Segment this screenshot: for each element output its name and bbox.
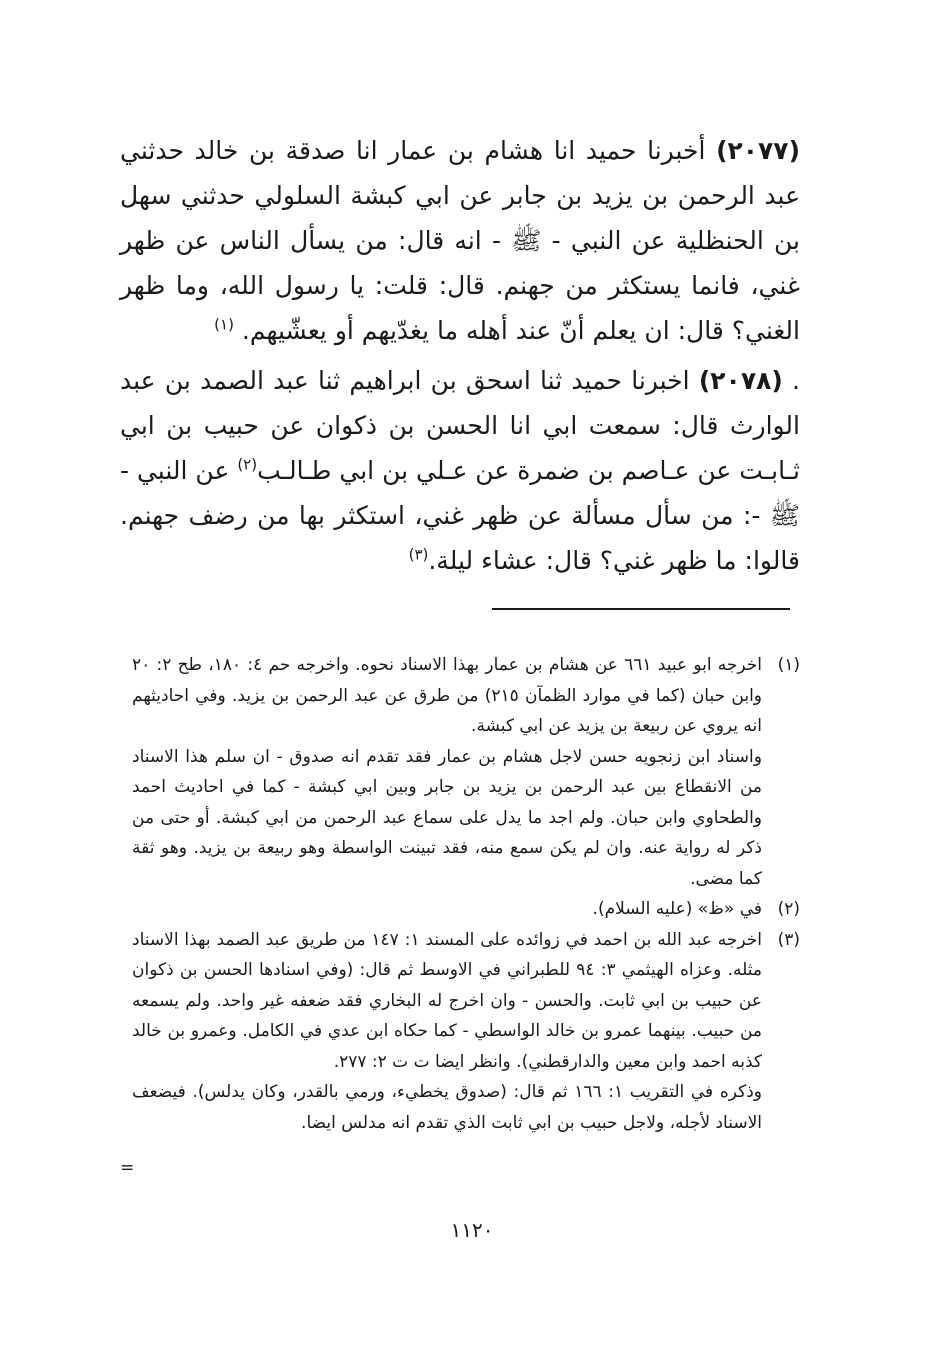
hadith-prefix-dot: . xyxy=(792,366,800,395)
footnote-reference: (١) xyxy=(214,315,234,334)
footnote-body xyxy=(132,925,762,1139)
footnote-3 xyxy=(132,925,800,1139)
hadith-text: أخبرنا حميد انا هشام بن عمار انا صدقة بن خالد حدثني عبد الرحمن بن يزيد بن جابر عن ابي كبشة السلولي حدثني سهل بن الحنظلية عن النبي - ﷺ - انه قال: من يسأل الناس عن ظهر غني، فانما يستكثر من جهنم. قال: قلت: يا رسول الله، وما ظهر الغني؟ قال: ان يعلم أنّ عند أهله ما يغدّيهم أو يعشّيهم. xyxy=(120,136,800,345)
footnote-1 xyxy=(132,650,800,894)
hadith-text: اخبرنا حميد ثنا اسحق بن ابراهيم ثنا عبد الصمد بن عبد الوارث قال: سمعت ابي انا الحسن بن ذكوان عن حبيب بن ابي ثـابـت عن عـاصم بن ضمرة عن عـلي بن ابي طـالـب xyxy=(120,366,800,485)
footnote-paragraph: في «ظ» (عليه السلام). xyxy=(592,899,762,919)
hadith-text: عن النبي - ﷺ -: من سأل مسألة عن ظهر غني، استكثر بها من رضف جهنم. قالوا: ما ظهر غني؟ قال: عشاء ليلة. xyxy=(120,456,800,575)
hadith-2077 xyxy=(120,128,800,353)
footnote-reference: (٢) xyxy=(237,455,258,474)
footnote-marker: (١) xyxy=(777,655,800,675)
footnote-body xyxy=(132,650,762,894)
hadith-number: (٢٠٧٧) xyxy=(716,136,800,165)
footnote-paragraph: اخرجه عبد الله بن احمد في زوائده على المسند ١: ١٤٧ من طريق عبد الصمد بهذا الاسناد مثله. وعزاه الهيثمي ٣: ٩٤ للطبراني في الاوسط ثم قال: (وفي اسنادها الحسن بن ذكوان عن حبيب بن ابي ثابت. والحسن - وان اخرج له البخاري فقد ضعفه غير واحد. ولم يسمعه من حبيب. بينهما عمرو بن خالد الواسطي - كما حكاه ابن عدي في الكامل. وعمرو بن خالد كذبه احمد وابن معين والدارقطني). وانظر ايضا ت ت ٢: ٢٧٧. xyxy=(132,929,763,1072)
continuation-mark: = xyxy=(120,1158,135,1178)
footnote-marker: (٢) xyxy=(777,899,800,919)
hadith-number: (٢٠٧٨) xyxy=(698,366,783,395)
footnote-marker: (٣) xyxy=(777,929,800,950)
page-number: ١١٢٠ xyxy=(450,1218,494,1242)
footnote-body xyxy=(132,894,762,925)
footnote-divider xyxy=(492,608,790,610)
footnote-2 xyxy=(132,894,800,925)
footnote-paragraph: وذكره في التقريب ١: ١٦٦ ثم قال: (صدوق يخطيء، ورمي بالقدر، وكان يدلس). فيضعف الاسناد لأجله، ولاجل حبيب بن ابي ثابت الذي تقدم انه مدلس ايضا. xyxy=(132,1082,762,1133)
hadith-2078 xyxy=(120,358,800,583)
footnote-reference: (٣) xyxy=(408,545,429,564)
footnote-paragraph: واسناد ابن زنجويه حسن لاجل هشام بن عمار فقد تقدم انه صدوق - ان سلم هذا الاسناد من الانقطاع بين عبد الرحمن بن يزيد بن جابر وبين ابي كبشة - كما في احاديث احمد والطحاوي وابن حبان. ولم اجد ما يدل على سماع عبد الرحمن من ابي كبشة. أو حتى من ذكر له رواية عنه. وان لم يكن سمع منه، فقد تبينت الواسطة وهو ربيعة بن يزيد. وهو ثقة كما مضى. xyxy=(132,746,762,889)
footnotes-section xyxy=(132,650,800,1138)
footnote-paragraph: اخرجه ابو عبيد ٦٦١ عن هشام بن عمار بهذا الاسناد نحوه. واخرجه حم ٤: ١٨٠، طح ٢: ٢٠ وابن حبان (كما في موارد الظمآن ٢١٥) من طرق عن عبد الرحمن بن يزيد. وفي احاديثهم انه يروي عن ربيعة بن يزيد عن ابي كبشة. xyxy=(132,655,763,736)
